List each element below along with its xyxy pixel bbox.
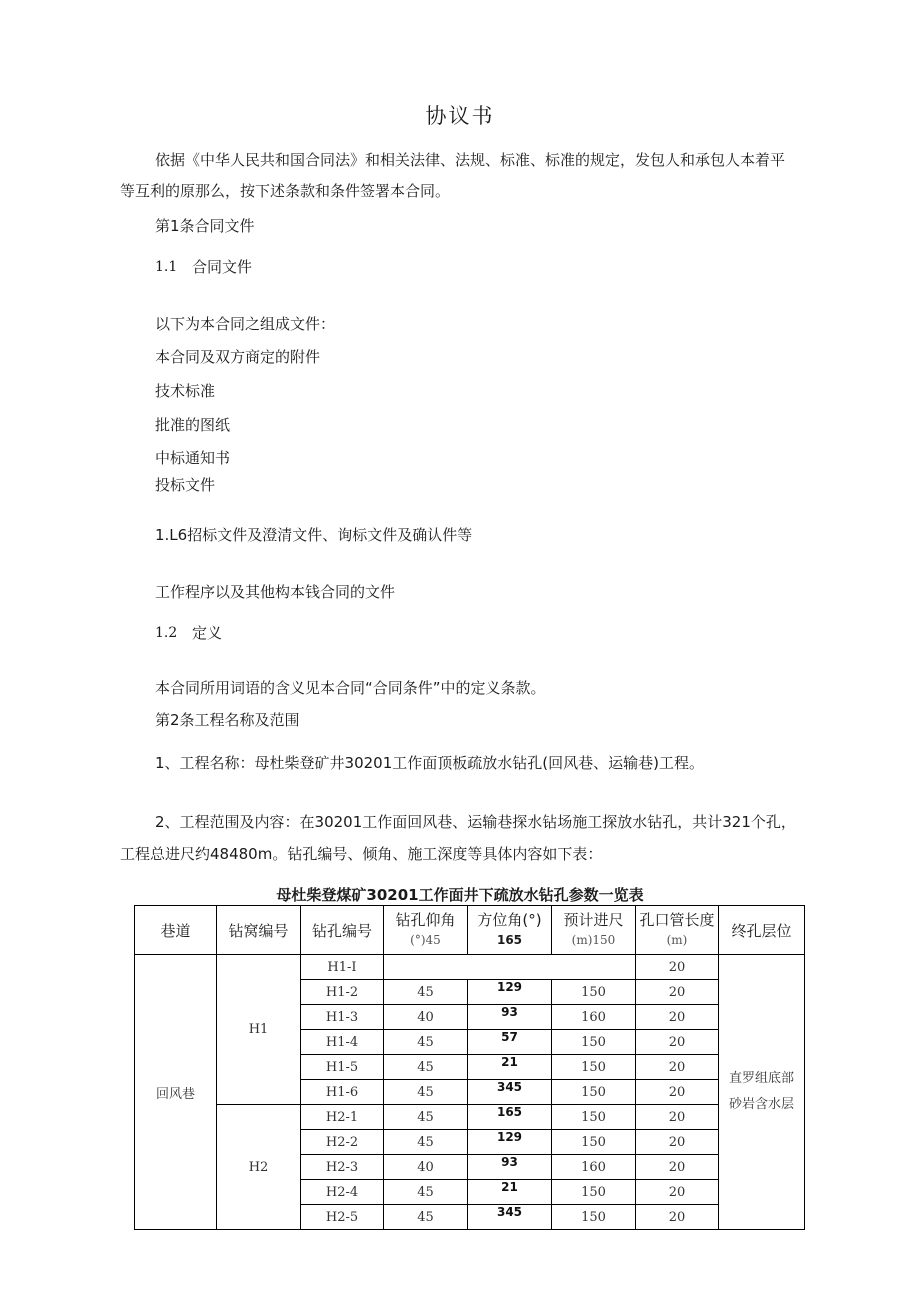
- cell-depth: 150: [552, 1080, 636, 1105]
- cell-depth: 150: [552, 1130, 636, 1155]
- cell-azim: 129: [468, 980, 552, 1005]
- section-1-2-title: 定义: [192, 624, 223, 642]
- intro-paragraph-line1: 依据《中华人民共和国合同法》和相关法律、法规、标准、标准的规定，发包人和承包人本着平: [155, 151, 786, 169]
- empty-cell: [384, 955, 636, 980]
- cell-azim: 21: [468, 1180, 552, 1205]
- section-1-1-title: 合同文件: [192, 258, 253, 276]
- cell-elev: 45: [384, 1180, 468, 1205]
- table-header-row: [135, 906, 805, 955]
- cell-elev: 45: [384, 1055, 468, 1080]
- definition-paragraph: 本合同所用词语的含义见本合同“合同条件”中的定义条款。: [155, 679, 546, 697]
- cell-hole: H2-3: [301, 1155, 384, 1180]
- header-lane: 巷道: [135, 906, 217, 955]
- scope-paragraph-line2: 工程总进尺约48480m。钻孔编号、倾角、施工深度等具体内容如下表：: [120, 845, 603, 863]
- intro-paragraph-line2: 等互利的原那么，按下述条款和条件签署本合同。: [120, 182, 451, 200]
- cell-elev: 45: [384, 1130, 468, 1155]
- table-row: [135, 955, 805, 980]
- cell-pipe: 20: [636, 1155, 719, 1180]
- cell-azim: 345: [468, 1080, 552, 1105]
- header-final-layer: 终孔层位: [719, 906, 805, 955]
- cell-pipe: 20: [636, 1055, 719, 1080]
- cell-pipe: 20: [636, 1080, 719, 1105]
- cell-pipe: 20: [636, 1105, 719, 1130]
- project-name-paragraph: 1、工程名称：母杜柴登矿井30201工作面顶板疏放水钻孔(回风巷、运输巷)工程。: [155, 754, 704, 772]
- lane-cell: 回风巷: [135, 955, 217, 1230]
- section-1-2-number: 1.2: [155, 625, 178, 641]
- cell-azim: 93: [468, 1155, 552, 1180]
- cell-azim: 165: [468, 1105, 552, 1130]
- nest-cell: H1: [217, 955, 301, 1105]
- cell-depth: 150: [552, 1105, 636, 1130]
- cell-pipe: 20: [636, 1205, 719, 1230]
- cell-elev: 40: [384, 1005, 468, 1030]
- cell-hole: H2-5: [301, 1205, 384, 1230]
- cell-hole: H1-3: [301, 1005, 384, 1030]
- final-layer-cell: [719, 955, 805, 1230]
- cell-hole: H2-1: [301, 1105, 384, 1130]
- document-item-1: 本合同及双方商定的附件: [155, 348, 321, 366]
- cell-azim: 93: [468, 1005, 552, 1030]
- cell-pipe: 20: [636, 1130, 719, 1155]
- cell-elev: 45: [384, 1105, 468, 1130]
- cell-depth: 150: [552, 980, 636, 1005]
- cell-pipe: 20: [636, 1180, 719, 1205]
- header-hole: 钻孔编号: [301, 906, 384, 955]
- cell-depth: 150: [552, 1030, 636, 1055]
- cell-pipe: 20: [636, 1005, 719, 1030]
- cell-azim: 57: [468, 1030, 552, 1055]
- article-1-heading: 第1条合同文件: [155, 217, 255, 235]
- document-title: 协议书: [425, 104, 495, 128]
- cell-depth: 160: [552, 1155, 636, 1180]
- final-layer-line1: 直罗组底部: [728, 1071, 794, 1086]
- cell-pipe: 20: [636, 980, 719, 1005]
- document-item-5: 投标文件: [155, 476, 216, 494]
- documents-intro: 以下为本合同之组成文件：: [155, 315, 336, 333]
- header-elevation: 钻孔仰角 (°)45: [384, 906, 468, 955]
- drilling-parameters-table: [134, 905, 805, 1230]
- cell-elev: 45: [384, 1205, 468, 1230]
- cell-pipe: 20: [636, 1030, 719, 1055]
- final-layer-line2: 砂岩含水层: [728, 1097, 794, 1112]
- document-item-6: 1.L6招标文件及澄清文件、询标文件及确认件等: [155, 526, 473, 544]
- document-item-7: 工作程序以及其他构本钱合同的文件: [155, 583, 396, 601]
- document-item-3: 批准的图纸: [155, 416, 231, 434]
- cell-elev: 45: [384, 1080, 468, 1105]
- header-nest: 钻窝编号: [217, 906, 301, 955]
- header-pipe-length: 孔口管长度 (m): [636, 906, 719, 955]
- nest-cell: H2: [217, 1105, 301, 1230]
- cell-depth: 160: [552, 1005, 636, 1030]
- cell-azim: 345: [468, 1205, 552, 1230]
- cell-elev: 45: [384, 980, 468, 1005]
- scope-paragraph-line1: 2、工程范围及内容：在30201工作面回风巷、运输巷探水钻场施工探放水钻孔，共计321个孔，: [155, 813, 796, 831]
- cell-hole: H2-4: [301, 1180, 384, 1205]
- cell-depth: 150: [552, 1055, 636, 1080]
- cell-hole: H1-6: [301, 1080, 384, 1105]
- cell-elev: 40: [384, 1155, 468, 1180]
- table-row: [135, 1105, 805, 1130]
- section-1-1-number: 1.1: [155, 259, 178, 275]
- cell-hole: H2-2: [301, 1130, 384, 1155]
- cell-azim: 129: [468, 1130, 552, 1155]
- cell-hole: H1-4: [301, 1030, 384, 1055]
- cell-depth: 150: [552, 1205, 636, 1230]
- table-caption: 母杜柴登煤矿30201工作面井下疏放水钻孔参数一览表: [276, 886, 644, 904]
- cell-elev: 45: [384, 1030, 468, 1055]
- cell-depth: 150: [552, 1180, 636, 1205]
- cell-pipe: 20: [636, 955, 719, 980]
- cell-hole: H1-2: [301, 980, 384, 1005]
- article-2-heading: 第2条工程名称及范围: [155, 711, 300, 729]
- header-azimuth: 方位角(°) 165: [468, 906, 552, 955]
- cell-azim: 21: [468, 1055, 552, 1080]
- document-item-4: 中标通知书: [155, 449, 231, 467]
- document-item-2: 技术标准: [155, 382, 216, 400]
- header-depth: 预计进尺 (m)150: [552, 906, 636, 955]
- cell-hole: H1-I: [301, 955, 384, 980]
- cell-hole: H1-5: [301, 1055, 384, 1080]
